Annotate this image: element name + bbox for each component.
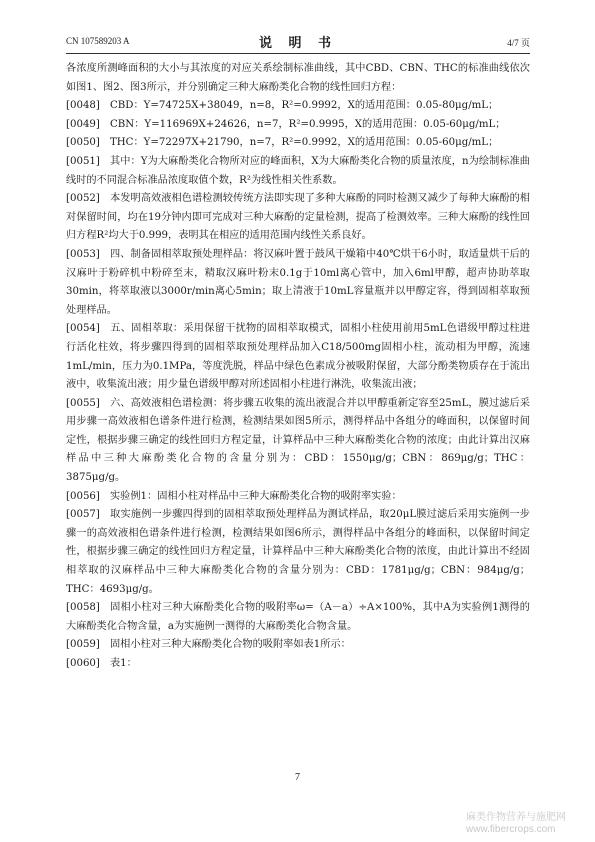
header-divider: [66, 53, 530, 54]
paragraph-0055: [0055] 六、高效液相色谱检测：将步骤五收集的流出液混合并以甲醇重新定容至25mL，膜过滤后采用步骤一高效液相色谱条件进行检测，检测结果如图5所示，测得样品中各组分的峰面积，以保留时间定性，根据步骤三确定的线性回归方程定量，计算样品中三种大麻酚类化合物的浓度；由此计算出汉麻样品中三种大麻酚类化合物的含量分别为：CBD：1550μg/g；CBN：869μg/g；THC：3875μg/g。: [66, 395, 530, 488]
site-watermark: [466, 812, 566, 836]
paragraph-0060: [0060] 表1：: [66, 655, 530, 674]
paragraph-number: [0058]: [66, 602, 100, 614]
paragraph-0048: [0048] CBD：Y=74725X+38049，n=8，R²=0.9992，X的适用范围：0.05-80μg/mL；: [66, 97, 530, 116]
paragraph-0052: [0052] 本发明高效液相色谱检测较传统方法即实现了多种大麻酚的同时检测又减少了每种大麻酚的相对保留时间，均在19分钟内即可完成对三种大麻酚的定量检测，提高了检测效率。三种大麻酚的线性回归方程R²均大于0.999，表明其在相应的适用范围内线性关系良好。: [66, 190, 530, 246]
paragraph-0054: [0054] 五、固相萃取：采用保留干扰物的固相萃取模式，固相小柱使用前用5mL色谱级甲醇过柱进行活化柱效，将步骤四得到的固相萃取预处理样品加入C18/500mg固相小柱，流动相为甲醇，流速1mL/min，压力为0.1MPa，等度洗脱，样品中绿色色素成分被吸附保留，大部分酚类物质存在于流出液中，收集流出液；用少量色谱级甲醇对所述固相小柱进行淋洗，收集流出液；: [66, 320, 530, 394]
paragraph-number: [0051]: [66, 155, 100, 167]
paragraph-number: [0054]: [66, 323, 100, 335]
paragraph-number: [0049]: [66, 118, 100, 130]
paragraph-number: [0050]: [66, 137, 100, 149]
paragraph-0053: [0053] 四、制备固相萃取预处理样品：将汉麻叶置于鼓风干燥箱中40℃烘干6小时，取适量烘干后的汉麻叶于粉碎机中粉碎至末，精取汉麻叶粉末0.1g于10ml离心管中，加入6ml甲醇，超声协助萃取30min，将萃取液以3000r/min离心5min；取上清液于10mL容量瓶并以甲醇定容，得到固相萃取预处理样品。: [66, 246, 530, 320]
paragraph-number: [0057]: [66, 509, 100, 521]
paragraph-number: [0059]: [66, 639, 100, 651]
paragraph-number: [0052]: [66, 193, 100, 205]
page-header: [66, 32, 530, 50]
watermark-url: www.fibercrops.com: [466, 824, 556, 835]
paragraph-number: [0048]: [66, 100, 100, 112]
patent-number: CN 107589203 A: [66, 36, 130, 46]
paragraph-0058: [0058] 固相小柱对三种大麻酚类化合物的吸附率ω=（A－a）÷A×100%，其中A为实验例1测得的大麻酚类化合物含量，a为实施例一测得的大麻酚类化合物含量。: [66, 599, 530, 636]
watermark-title: 麻类作物营养与施肥网: [466, 812, 566, 823]
document-body: [66, 60, 530, 674]
paragraph-0059: [0059] 固相小柱对三种大麻酚类化合物的吸附率如表1所示：: [66, 636, 530, 655]
paragraph-number: [0053]: [66, 248, 100, 260]
paragraph-continued: 各浓度所测峰面积的大小与其浓度的对应关系绘制标准曲线，其中CBD、CBN、THC的标准曲线依次如图1、图2、图3所示，并分别确定三种大麻酚类化合物的线性回归方程：: [66, 63, 530, 93]
paragraph-0057: [0057] 取实施例一步骤四得到的固相萃取预处理样品为测试样品，取20μL膜过滤后采用实施例一步骤一的高效液相色谱条件进行检测，检测结果如图6所示，测得样品中各组分的峰面积，以保留时间定性，根据步骤三确定的线性回归方程定量，计算样品中三种大麻酚类化合物的浓度，由此计算出不经固相萃取的汉麻样品中三种大麻酚类化合物的含量分别为：CBD：1781μg/g；CBN：984μg/g；THC：4693μg/g。: [66, 506, 530, 599]
paragraph-number: [0056]: [66, 490, 100, 502]
page-number: 7: [295, 772, 300, 783]
paragraph-0050: [0050] THC：Y=72297X+21790，n=7，R²=0.9992，X的适用范围：0.05-60μg/mL；: [66, 134, 530, 153]
paragraph-number: [0055]: [66, 397, 100, 409]
page-indicator: 4/7 页: [507, 38, 530, 48]
paragraph-number: [0060]: [66, 658, 100, 669]
paragraph-0056: [0056] 实验例1：固相小柱对样品中三种大麻酚类化合物的吸附率实验：: [66, 488, 530, 507]
paragraph-0051: [0051] 其中：Y为大麻酚类化合物所对应的峰面积，X为大麻酚类化合物的质量浓度，n为绘制标准曲线时的不同混合标准品浓度取值个数，R²为线性相关性系数。: [66, 153, 530, 190]
document-title: 说 明 书: [258, 36, 338, 51]
paragraph-0049: [0049] CBN：Y=116969X+24626，n=7，R²=0.9995，X的适用范围：0.05-60μg/mL；: [66, 116, 530, 135]
